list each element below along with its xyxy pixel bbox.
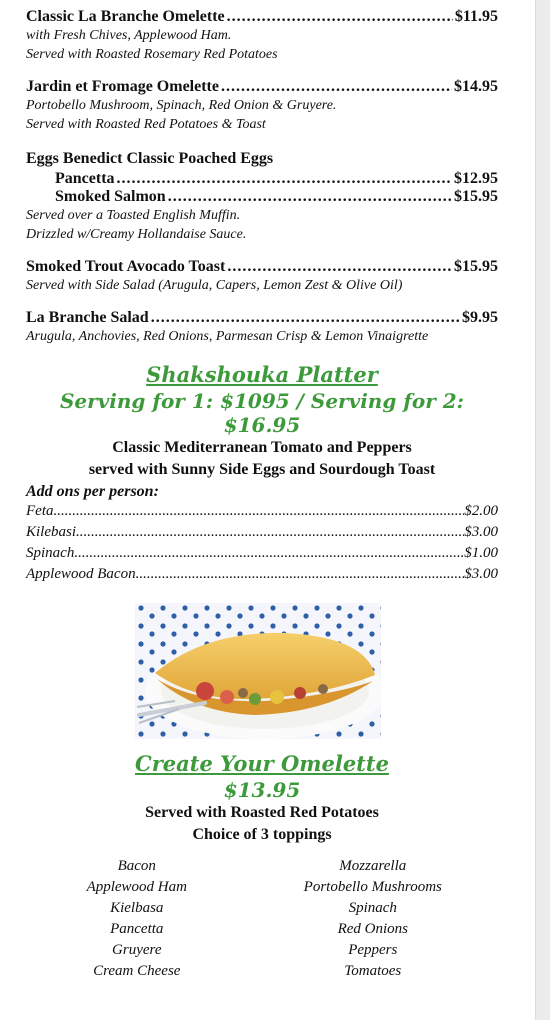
topping-item: Portobello Mushrooms <box>303 879 442 895</box>
item-row <box>26 78 498 96</box>
topping-item: Tomatoes <box>344 963 402 979</box>
topping-item: Peppers <box>348 942 398 958</box>
topping-item: Red Onions <box>337 921 408 937</box>
addon-price: $2.00 <box>464 503 498 519</box>
item-description: Portobello Mushroom, Spinach, Red Onion & Gruyere. <box>26 98 337 113</box>
topping-item: Cream Cheese <box>93 963 181 979</box>
dot-leader <box>227 8 453 26</box>
vertical-scrollbar[interactable] <box>535 0 550 1020</box>
item-price: $14.95 <box>454 78 498 95</box>
addon-row <box>26 543 498 564</box>
item-description: Served with Roasted Rosemary Red Potatoes <box>26 47 278 62</box>
item-name: La Branche Salad <box>26 309 149 326</box>
menu-item <box>26 309 498 346</box>
addon-price: $1.00 <box>464 545 498 561</box>
menu-item <box>26 8 498 64</box>
item-price: $9.95 <box>462 309 498 326</box>
shakshouka-serving: Serving for 1: $1095 / Serving for 2: $16.95 <box>59 389 465 437</box>
item-description: with Fresh Chives, Applewood Ham. <box>26 28 232 43</box>
dot-leader <box>117 170 452 188</box>
create-description: Served with Roasted Red Potatoes <box>145 804 379 821</box>
omelette-photo <box>135 603 381 739</box>
shakshouka-description: Classic Mediterranean Tomato and Peppers <box>112 439 412 456</box>
addon-name: Kilebasi <box>26 524 77 540</box>
menu-item <box>26 258 498 295</box>
item-row <box>26 258 498 276</box>
item-description: Served with Roasted Red Potatoes & Toast <box>26 117 266 132</box>
topping-item: Spinach <box>348 900 397 916</box>
dot-leader <box>221 78 452 96</box>
menu-item <box>26 78 498 134</box>
toppings-column-left <box>26 856 248 982</box>
topping-item: Gruyere <box>112 942 162 958</box>
dot-leader <box>136 564 465 585</box>
option-price: $15.95 <box>454 188 498 205</box>
item-name: Eggs Benedict Classic Poached Eggs <box>26 150 274 167</box>
topping-item: Bacon <box>117 858 156 874</box>
dot-leader <box>227 258 452 276</box>
option-name: Pancetta <box>55 170 115 187</box>
item-option-row <box>26 188 498 206</box>
item-name: Classic La Branche Omelette <box>26 8 225 25</box>
create-omelette-price: $13.95 <box>223 778 301 802</box>
item-name: Jardin et Fromage Omelette <box>26 78 219 95</box>
menu-page <box>26 8 498 982</box>
dot-leader <box>74 543 464 564</box>
shakshouka-title: Shakshouka Platter <box>146 362 378 387</box>
item-description: Drizzled w/Creamy Hollandaise Sauce. <box>26 227 247 242</box>
item-description: Arugula, Anchovies, Red Onions, Parmesan Crisp & Lemon Vinaigrette <box>26 329 429 344</box>
addon-row <box>26 564 498 585</box>
toppings-column-right <box>248 856 498 982</box>
create-omelette-title: Create Your Omelette <box>135 751 389 776</box>
create-description: Choice of 3 toppings <box>192 826 332 843</box>
topping-item: Kielbasa <box>110 900 164 916</box>
addon-row <box>26 501 498 522</box>
addon-name: Feta <box>26 503 54 519</box>
item-row <box>26 309 498 327</box>
item-description: Served over a Toasted English Muffin. <box>26 208 241 223</box>
item-name: Smoked Trout Avocado Toast <box>26 258 226 275</box>
menu-item-benedict <box>26 148 498 244</box>
addon-row <box>26 522 498 543</box>
dot-leader <box>168 188 452 206</box>
item-price: $15.95 <box>454 258 498 275</box>
option-price: $12.95 <box>454 170 498 187</box>
shakshouka-description: served with Sunny Side Eggs and Sourdough Toast <box>88 461 436 478</box>
topping-item: Applewood Ham <box>86 879 187 895</box>
addon-price: $3.00 <box>464 524 498 540</box>
addon-name: Spinach <box>26 545 75 561</box>
item-price: $11.95 <box>454 8 498 25</box>
item-description: Served with Side Salad (Arugula, Capers, Lemon Zest & Olive Oil) <box>26 278 403 293</box>
toppings-list <box>26 856 498 982</box>
item-row <box>26 8 498 26</box>
topping-item: Mozzarella <box>339 858 407 874</box>
addon-price: $3.00 <box>464 566 498 582</box>
addon-name: Applewood Bacon <box>26 566 136 582</box>
dot-leader <box>151 309 460 327</box>
dot-leader <box>54 501 465 522</box>
addons-title: Add ons per person: <box>26 483 159 500</box>
dot-leader <box>76 522 464 543</box>
topping-item: Pancetta <box>110 921 164 937</box>
item-option-row <box>26 170 498 188</box>
option-name: Smoked Salmon <box>55 188 166 205</box>
